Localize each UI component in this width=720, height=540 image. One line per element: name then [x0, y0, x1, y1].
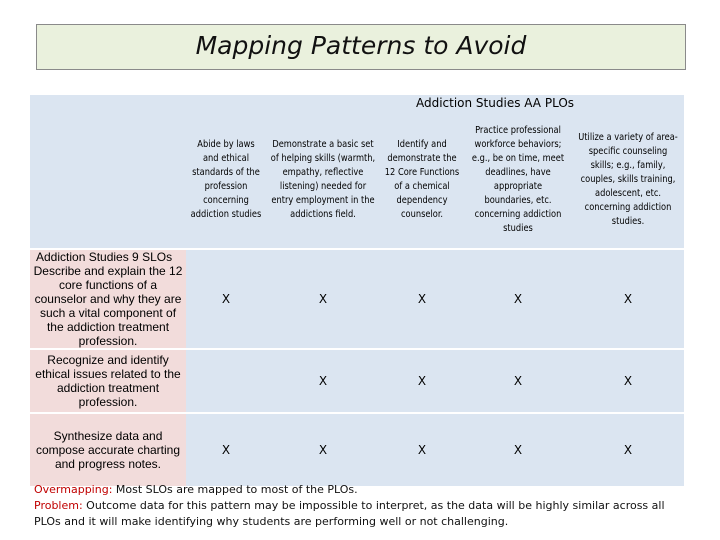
problem-label: Problem:	[34, 499, 83, 512]
map-mark: X	[464, 350, 572, 412]
header-row	[30, 95, 684, 111]
map-mark: X	[572, 350, 684, 412]
map-mark: X	[572, 414, 684, 486]
map-mark: X	[572, 250, 684, 348]
mapping-table	[30, 95, 684, 486]
map-mark: X	[266, 250, 380, 348]
table-row	[30, 250, 684, 348]
footnote	[34, 482, 694, 530]
plo-header-2	[266, 111, 380, 248]
table-row	[30, 414, 684, 486]
map-mark: X	[464, 250, 572, 348]
overmapping-text: Most SLOs are mapped to most of the PLOs.	[112, 483, 358, 496]
map-mark: X	[380, 350, 464, 412]
map-mark	[186, 350, 266, 412]
map-mark: X	[380, 250, 464, 348]
slo-cell	[30, 250, 186, 348]
plo-text-1: Abide by laws and ethical standards of the profession concerning addiction studies	[190, 138, 262, 220]
problem-text: Outcome data for this pattern may be impossible to interpret, as the data will be highly similar across all PLOs and it will make identifying why students are performing well or not challenging.	[34, 499, 665, 528]
corner-cell	[30, 95, 186, 248]
plo-heading: Addiction Studies AA PLOs	[186, 95, 684, 111]
map-mark: X	[266, 414, 380, 486]
map-mark: X	[186, 414, 266, 486]
map-mark: X	[186, 250, 266, 348]
slo-text: Recognize and identify ethical issues related to the addiction treatment profession.	[30, 350, 186, 412]
plo-text-4: Practice professional workforce behaviors; e.g., be on time, meet deadlines, have appropriate boundaries, etc. concerning addiction studies	[471, 124, 565, 234]
slo-text: Describe and explain the 12 core functions of a counselor and why they are such a vital component of the addiction treatment profession.	[33, 264, 183, 348]
slo-heading: Addiction Studies 9 SLOs	[36, 250, 173, 264]
map-mark: X	[464, 414, 572, 486]
plo-header-4	[464, 111, 572, 248]
plo-header-3	[380, 111, 464, 248]
plo-text-2: Demonstrate a basic set of helping skills (warmth, empathy, reflective listening) needed for entry employment in the addictions field.	[270, 138, 376, 220]
slide-title: Mapping Patterns to Avoid	[195, 31, 527, 60]
slo-text: Synthesize data and compose accurate charting and progress notes.	[30, 414, 186, 486]
overmapping-label: Overmapping:	[34, 483, 113, 496]
title-box	[36, 24, 686, 70]
plo-text-5: Utilize a variety of area-specific counseling skills; e.g., family, couples, skills training, adolescent, etc. concerning addiction studies.	[578, 131, 678, 227]
plo-header-1	[186, 111, 266, 248]
map-mark: X	[266, 350, 380, 412]
table-row	[30, 350, 684, 412]
map-mark: X	[380, 414, 464, 486]
plo-text-3: Identify and demonstrate the 12 Core Functions of a chemical dependency counselor.	[384, 138, 460, 220]
plo-header-5	[572, 111, 684, 248]
